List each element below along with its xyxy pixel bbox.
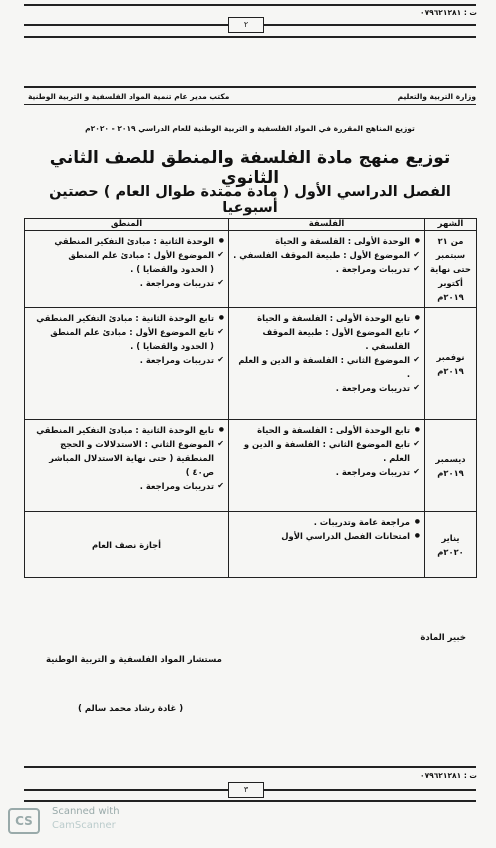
- list-item: ✔ تدريبات ومراجعة .: [233, 381, 420, 395]
- month-cell: [425, 512, 477, 578]
- philosophy-cell: [229, 420, 425, 512]
- month-cell: [425, 420, 477, 512]
- month-text: ٢٠١٩م: [437, 467, 464, 478]
- list-item: ● تابع الوحدة الأولى : الفلسفة و الحياة: [233, 423, 420, 437]
- list-item: ✔ تدريبات ومراجعة .: [29, 276, 224, 290]
- list-item: ✔ الموضوع الأول : طبيعة الموقف الفلسفي .: [233, 248, 420, 262]
- philosophy-cell-list: [233, 423, 420, 479]
- watermark-line1: Scanned with: [52, 806, 120, 817]
- philosophy-cell: [229, 308, 425, 420]
- table-row: [25, 308, 477, 420]
- header-philosophy: الفلسفة: [229, 219, 425, 231]
- top-rule: [24, 4, 476, 6]
- month-text: نوفمبر ٢٠١٩م: [436, 351, 465, 376]
- list-item: ● تابع الوحدة الأولى : الفلسفة و الحياة: [233, 311, 420, 325]
- logic-cell: [25, 512, 229, 578]
- list-item: ✔ تدريبات ومراجعة .: [29, 353, 224, 367]
- top-page-number: ٢: [228, 17, 264, 33]
- philosophy-cell-list: [233, 311, 420, 395]
- list-item: ● امتحانات الفصل الدراسي الأول: [233, 529, 420, 543]
- logic-cell: [25, 420, 229, 512]
- page-subtitle: الفصل الدراسي الأول ( مادة ممتدة طوال العام ) حصتين أسبوعيا: [49, 184, 451, 216]
- bottom-page-number: ٣: [228, 782, 264, 798]
- list-item: ● تابع الوحدة الثانية : مبادئ التفكير المنطقي: [29, 423, 224, 437]
- list-item: ( الحدود والقضايا ) .: [130, 264, 214, 274]
- advisor-name: ( غادة رشاد محمد سالم ): [78, 704, 184, 714]
- list-item: ● تابع الوحدة الثانية : مبادئ التفكير المنطقي: [29, 311, 224, 325]
- list-item: ✔ تدريبات ومراجعة .: [29, 479, 224, 493]
- page-top-rule: [24, 86, 476, 88]
- list-item: ✔ الموضوع الثاني : الفلسفة و الدين و العلم .: [233, 353, 420, 381]
- page-title: توزيع منهج مادة الفلسفة والمنطق للصف الثاني الثانوي: [49, 148, 451, 188]
- list-item: ✔ تدريبات ومراجعة .: [233, 262, 420, 276]
- logic-cell: [25, 231, 229, 308]
- month-cell: [425, 231, 477, 308]
- ministry-label: وزارة التربية والتعليم: [397, 92, 476, 101]
- month-text: ديسمبر: [435, 453, 466, 464]
- list-item: ✔ تابع الموضوع الأول : طبيعة الموقف الفلسفي .: [233, 325, 420, 353]
- logic-cell-list: [29, 311, 224, 367]
- watermark-line2: CamScanner: [52, 820, 116, 831]
- holiday-text: أجازة نصف العام: [91, 539, 162, 550]
- month-text: حتى نهاية: [430, 264, 471, 274]
- list-item: ✔ تابع الموضوع الثاني : الفلسفة و الدين و العلم .: [233, 437, 420, 465]
- philosophy-cell-list: [233, 515, 420, 543]
- list-item: ✔ الموضوع الثاني : الاستدلالات و الحجج المنطقية ( حتى نهاية الاستدلال المباشر ص٤٠ ): [29, 437, 224, 479]
- camscanner-logo: CS: [8, 808, 40, 834]
- header-logic: المنطق: [25, 219, 229, 231]
- curriculum-table: [24, 218, 477, 578]
- month-text: يناير ٢٠٢٠م: [437, 532, 464, 557]
- table-row: [25, 512, 477, 578]
- table-row: [25, 420, 477, 512]
- header-rule: [24, 104, 476, 105]
- advisor-label: مستشار المواد الفلسفية و التربية الوطنية: [46, 655, 222, 665]
- month-cell: [425, 308, 477, 420]
- top-phone: ت : ٠٧٩٦٢١٢٨١: [420, 8, 477, 17]
- month-text: أكتوبر ٢٠١٩م: [437, 278, 464, 302]
- philosophy-cell: [229, 231, 425, 308]
- list-item: ● الوحدة الثانية : مبادئ التفكير المنطقي: [29, 234, 224, 248]
- header-subline: توزيع المناهج المقررة في المواد الفلسفية و التربية الوطنية للعام الدراسي ٢٠١٩ - ٢٠٢٠م: [85, 124, 415, 133]
- list-item: ✔ تدريبات ومراجعة .: [233, 465, 420, 479]
- expert-label: خبير المادة: [420, 633, 466, 643]
- logic-cell: [25, 308, 229, 420]
- logic-cell-list: [29, 423, 224, 493]
- bottom-rule: [24, 766, 476, 768]
- philosophy-cell: [229, 512, 425, 578]
- list-item: ● الوحدة الأولى : الفلسفة و الحياة: [233, 234, 420, 248]
- month-text: من ٢١ سبتمبر: [435, 236, 466, 260]
- list-item: ✔ تابع الموضوع الأول : مبادئ علم المنطق: [29, 325, 224, 339]
- table-header-row: [25, 219, 477, 231]
- list-item: ● مراجعة عامة وتدريبات .: [233, 515, 420, 529]
- bottom-phone: ت : ٠٧٩٦٢١٢٨١: [420, 771, 477, 780]
- top-bottom-rule: [24, 36, 476, 38]
- office-label: مكتب مدير عام تنمية المواد الفلسفية و التربية الوطنية: [28, 92, 230, 101]
- list-item: ( الحدود والقضايا ) .: [130, 341, 214, 351]
- table-row: [25, 231, 477, 308]
- philosophy-cell-list: [233, 234, 420, 276]
- list-item: ✔ الموضوع الأول : مبادئ علم المنطق: [29, 248, 224, 262]
- header-month: الشهر: [425, 219, 477, 231]
- logic-cell-list: [29, 234, 224, 290]
- bottom-bottom-rule: [24, 800, 476, 802]
